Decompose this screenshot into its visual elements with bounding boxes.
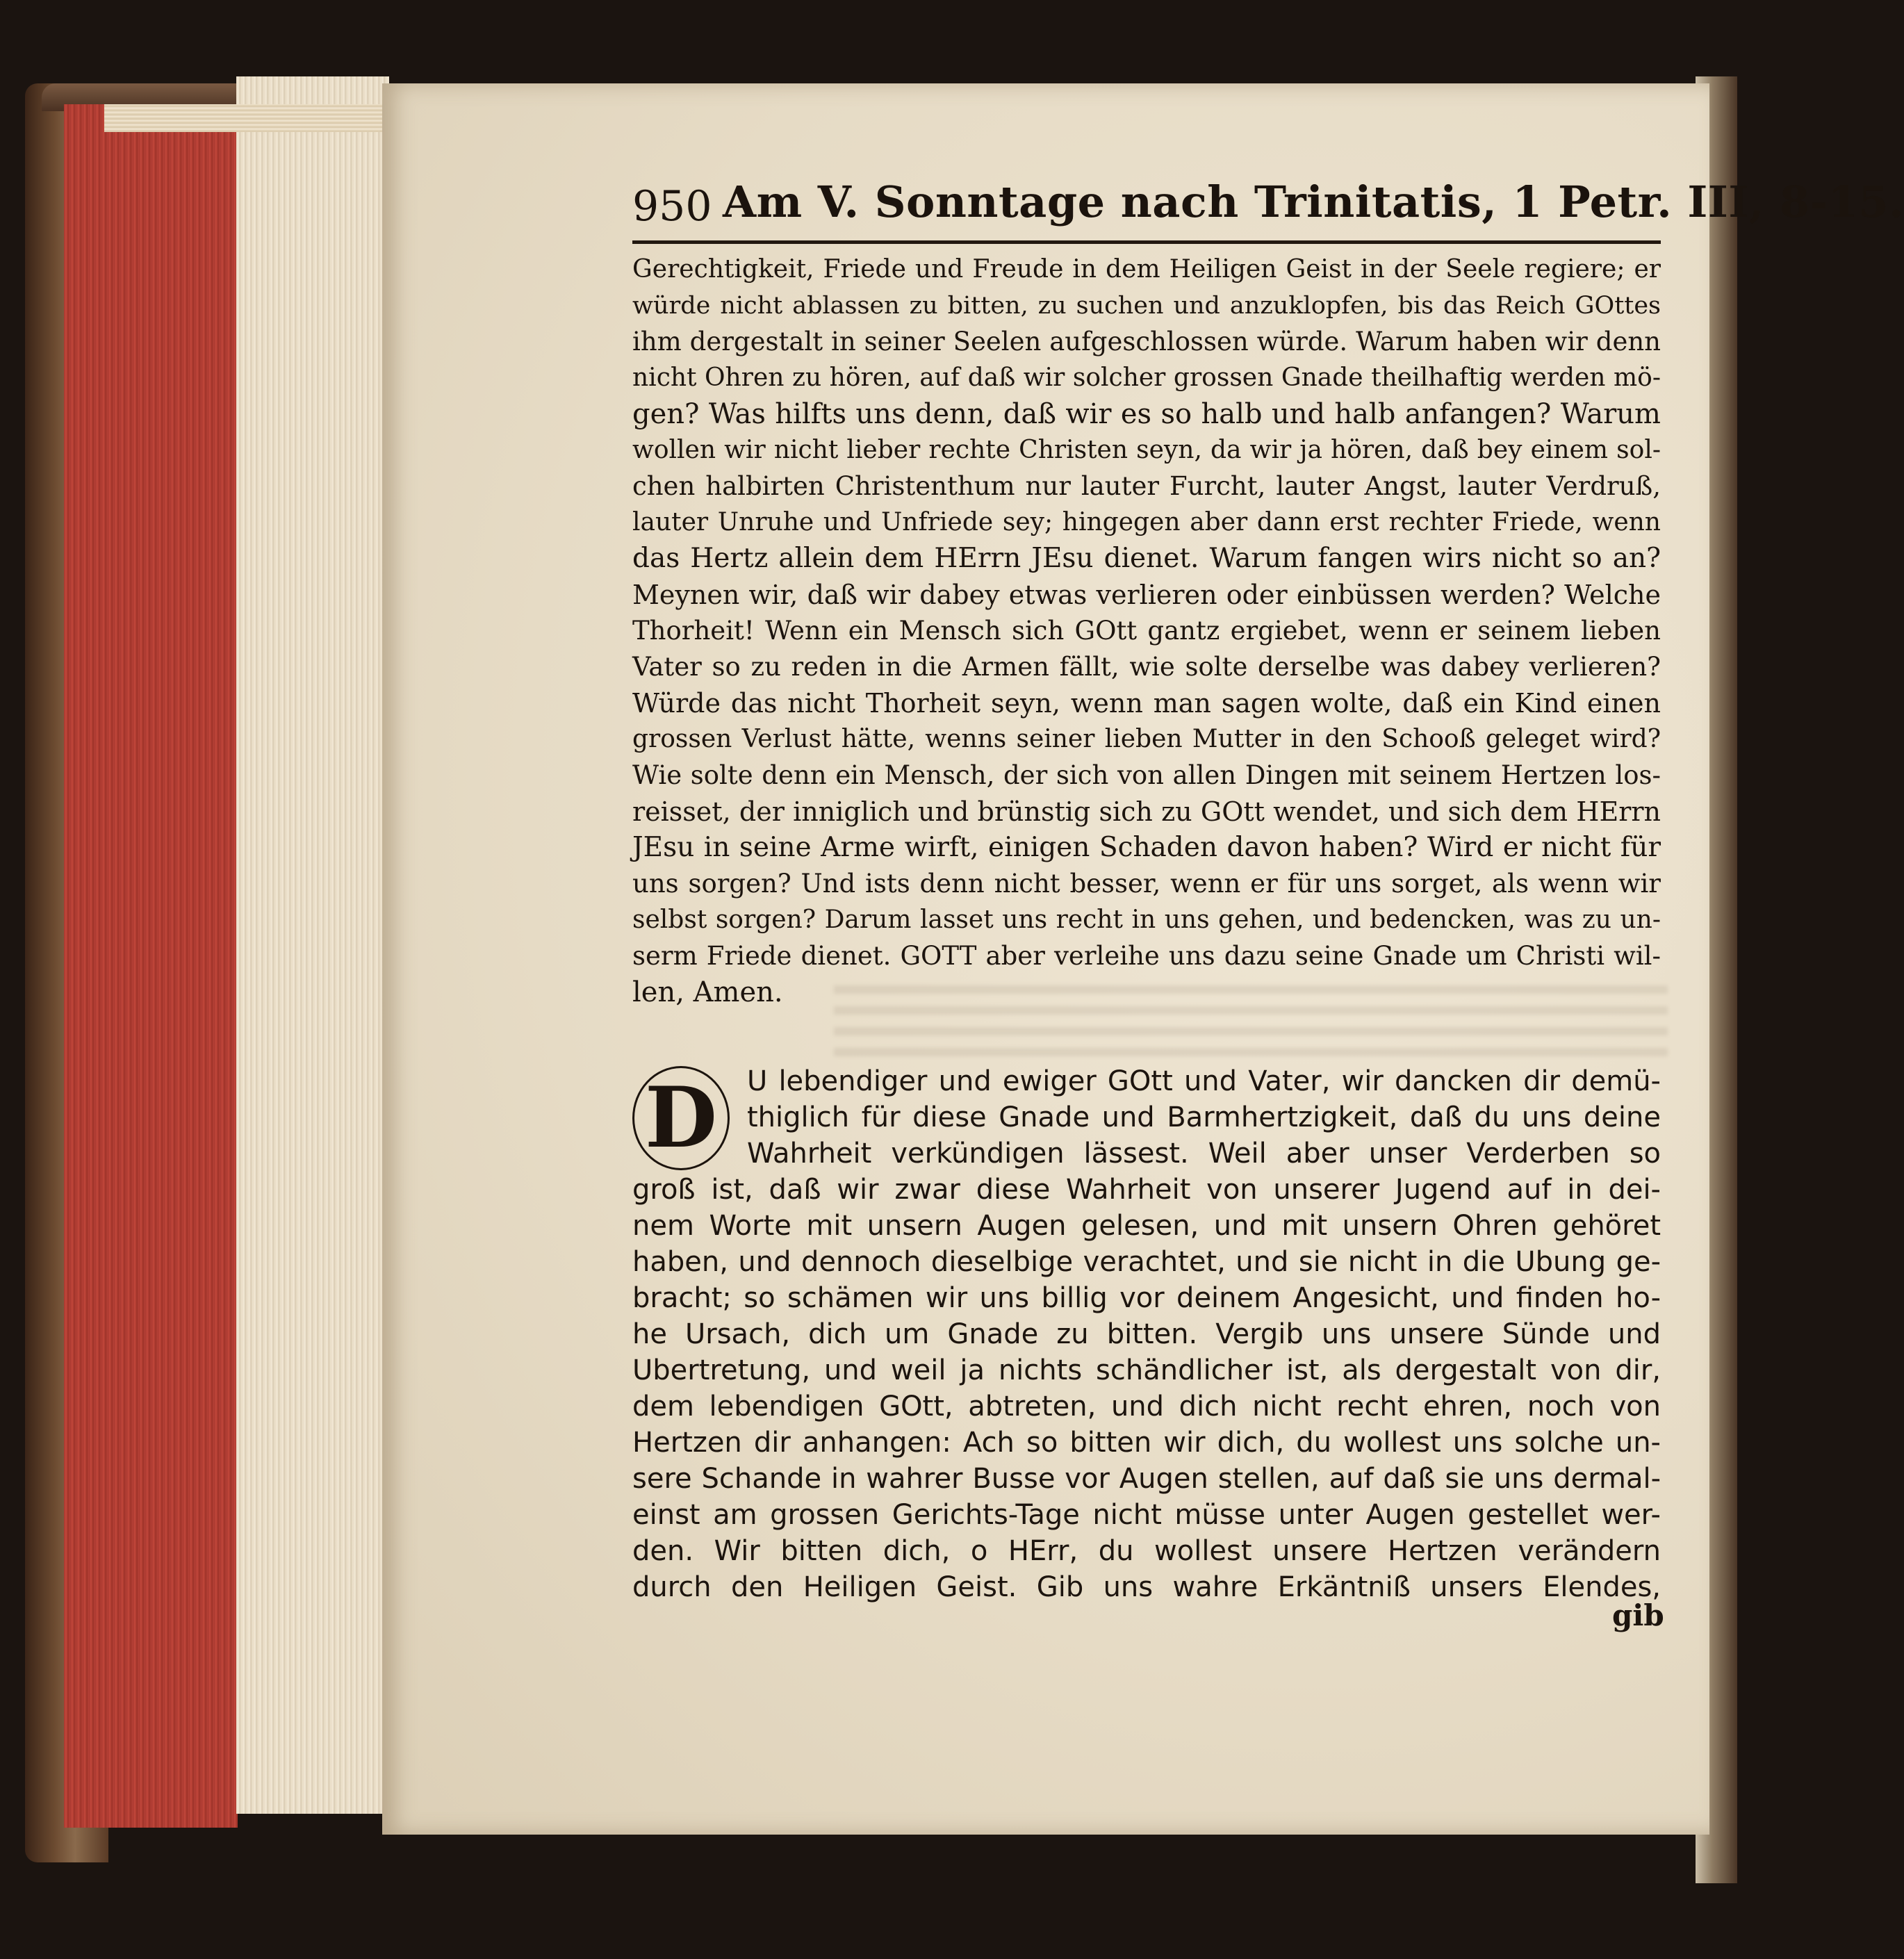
prayer-line: nem Worte mit unsern Augen gelesen, und mit unsern Ohren gehöret [632, 1210, 1661, 1242]
text-line: uns sorgen? Und ists denn nicht besser, wenn er für uns sorget, als wenn wir [632, 869, 1661, 899]
prayer-line: durch den Heiligen Geist. Gib uns wahre Erkäntniß unsers Elendes, [632, 1571, 1661, 1603]
text-line: ihm dergestalt in seiner Seelen aufgeschlossen würde. Warum haben wir denn [632, 327, 1661, 356]
text-line: reisset, der inniglich und brünstig sich zu GOtt wendet, und sich dem HErrn [632, 796, 1661, 827]
text-line: Wie solte denn ein Mensch, der sich von allen Dingen mit seinem Hertzen los- [632, 760, 1661, 790]
header-rule [632, 240, 1661, 244]
prayer-line: Wahrheit verkündigen lässest. Weil aber unser Verderben so [747, 1138, 1661, 1170]
page-number: 950 [632, 182, 712, 231]
text-line: Thorheit! Wenn ein Mensch sich GOtt gantz ergiebet, wenn er seinem lieben [632, 616, 1661, 646]
prayer-line: den. Wir bitten dich, o HErr, du wollest unsere Hertzen verändern [632, 1535, 1661, 1567]
text-line: Würde das nicht Thorheit seyn, wenn man sagen wolte, daß ein Kind einen [632, 688, 1661, 719]
prayer-line: einst am grossen Gerichts-Tage nicht müsse unter Augen gestellet wer- [632, 1499, 1661, 1531]
prayer-line: Hertzen dir anhangen: Ach so bitten wir dich, du wollest uns solche un- [632, 1427, 1661, 1459]
body-text [632, 252, 1661, 1010]
page-header [632, 167, 1904, 243]
text-line: JEsu in seine Arme wirft, einigen Schaden davon haben? Wird er nicht für [632, 832, 1661, 863]
prayer-line: dem lebendigen GOtt, abtreten, und dich nicht recht ehren, noch von [632, 1391, 1661, 1423]
text-line: chen halbirten Christenthum nur lauter Furcht, lauter Angst, lauter Verdruß, [632, 471, 1661, 501]
text-line: wollen wir nicht lieber rechte Christen seyn, da wir ja hören, daß bey einem sol- [632, 436, 1661, 464]
text-line: Meynen wir, daß wir dabey etwas verlieren oder einbüssen werden? Welche [632, 580, 1661, 610]
page-edges [236, 76, 389, 1814]
prayer-text [632, 1063, 1661, 1605]
prayer-line: U lebendiger und ewiger GOtt und Vater, wir dancken dir demü- [747, 1065, 1661, 1097]
text-line: nicht Ohren zu hören, auf daß wir solcher grossen Gnade theilhaftig werden mö- [632, 363, 1661, 392]
prayer-line: thiglich für diese Gnade und Barmhertzigkeit, daß du uns deine [747, 1101, 1661, 1133]
prayer-line: Ubertretung, und weil ja nichts schändlicher ist, als dergestalt von dir, [632, 1354, 1661, 1386]
prayer-line: sere Schande in wahrer Busse vor Augen stellen, auf daß sie uns dermal- [632, 1463, 1661, 1495]
text-line: gen? Was hilfts uns denn, daß wir es so halb und halb anfangen? Warum [632, 398, 1661, 430]
text-line: len, Amen. [632, 976, 783, 1008]
prayer-line: he Ursach, dich um Gnade zu bitten. Vergib uns unsere Sünde und [632, 1318, 1661, 1350]
text-line: serm Friede dienet. GOTT aber verleihe uns dazu seine Gnade um Christi wil- [632, 941, 1661, 971]
red-page-edges [64, 104, 238, 1828]
text-line: würde nicht ablassen zu bitten, zu suchen und anzuklopfen, bis das Reich GOttes [632, 292, 1661, 320]
prayer-line: haben, und dennoch dieselbige verachtet, und sie nicht in die Ubung ge- [632, 1246, 1661, 1278]
page-edges-top [104, 104, 396, 132]
prayer-line: groß ist, daß wir zwar diese Wahrheit von unserer Jugend auf in dei- [632, 1174, 1661, 1206]
prayer-line: bracht; so schämen wir uns billig vor deinem Angesicht, und finden ho- [632, 1282, 1661, 1314]
text-line: Gerechtigkeit, Friede und Freude in dem Heiligen Geist in der Seele regiere; er [632, 255, 1661, 284]
text-line: Vater so zu reden in die Armen fällt, wie solte derselbe was dabey verlieren? [632, 652, 1661, 682]
text-line: selbst sorgen? Darum lasset uns recht in uns gehen, und bedencken, was zu un- [632, 905, 1661, 934]
text-line: das Hertz allein dem HErrn JEsu dienet. Warum fangen wirs nicht so an? [632, 543, 1661, 574]
text-line: lauter Unruhe und Unfriede sey; hingegen aber dann erst rechter Friede, wenn [632, 508, 1661, 536]
catchword: gib [1612, 1598, 1664, 1632]
text-line: grossen Verlust hätte, wenns seiner lieben Mutter in den Schooß geleget wird? [632, 725, 1661, 753]
dropcap-initial: D [632, 1066, 730, 1170]
running-head: Am V. Sonntage nach Trinitatis, 1 Petr. III, 8-15. [723, 177, 1904, 227]
